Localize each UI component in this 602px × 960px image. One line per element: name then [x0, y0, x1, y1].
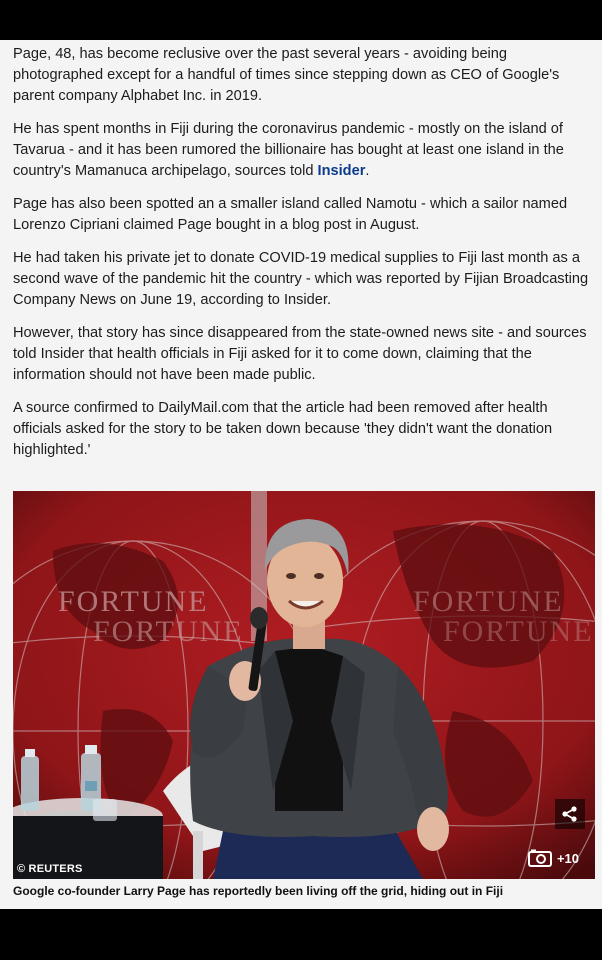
paragraph-2-text: He has spent months in Fiji during the coronavirus pandemic - mostly on the island of Tavarua - and it has been rumored the billionaire has bought at least one island in the country's Mamanuca archipelago, sources told [13, 121, 564, 179]
paragraph-5: However, that story has since disappeared from the state-owned news site - and sources told Insider that health officials in Fiji asked for it to come down, claiming that the information should not have been made public. [13, 325, 587, 383]
camera-icon [528, 849, 552, 867]
paragraph-2-end: . [365, 163, 370, 179]
insider-link[interactable]: Insider [317, 163, 366, 179]
paragraph-2 [13, 119, 598, 182]
article-page [0, 40, 602, 909]
gallery-button[interactable] [528, 849, 579, 867]
bottom-bar [0, 909, 602, 960]
article-photo[interactable] [13, 491, 595, 879]
photo-illustration [13, 491, 595, 879]
paragraph-6: A source confirmed to DailyMail.com that the article had been removed after health officials asked for the story to be taken down because 'they didn't want the donation highlighted.' [13, 400, 553, 458]
photo-credit: © REUTERS [17, 863, 83, 875]
top-status-bar [0, 0, 602, 40]
photo-caption: Google co-founder Larry Page has reportedly been living off the grid, hiding out in Fiji [13, 884, 504, 898]
gallery-count: +10 [556, 850, 579, 866]
share-button[interactable] [555, 799, 585, 829]
backdrop-text-3: FORTUNE [413, 585, 564, 618]
backdrop-text-1: FORTUNE [58, 585, 209, 618]
paragraph-4: He had taken his private jet to donate COVID-19 medical supplies to Fiji last month as a second wave of the pandemic hit the country - which was reported by Fijian Broadcasting Company News on June 19, according to Insider. [13, 250, 589, 308]
paragraph-1: Page, 48, has become reclusive over the past several years - avoiding being photographed except for a handful of times since stepping down as CEO of Google's parent company Alphabet Inc. in 2019. [13, 46, 560, 104]
paragraph-3: Page has also been spotted an a smaller island called Namotu - which a sailor named Lorenzo Cipriani claimed Page bought in a blog post in August. [13, 196, 568, 233]
backdrop-text-2: FORTUNE [93, 615, 244, 648]
backdrop-text-4: FORTUNE [443, 615, 594, 648]
share-icon [561, 805, 579, 823]
article-body [13, 44, 598, 473]
